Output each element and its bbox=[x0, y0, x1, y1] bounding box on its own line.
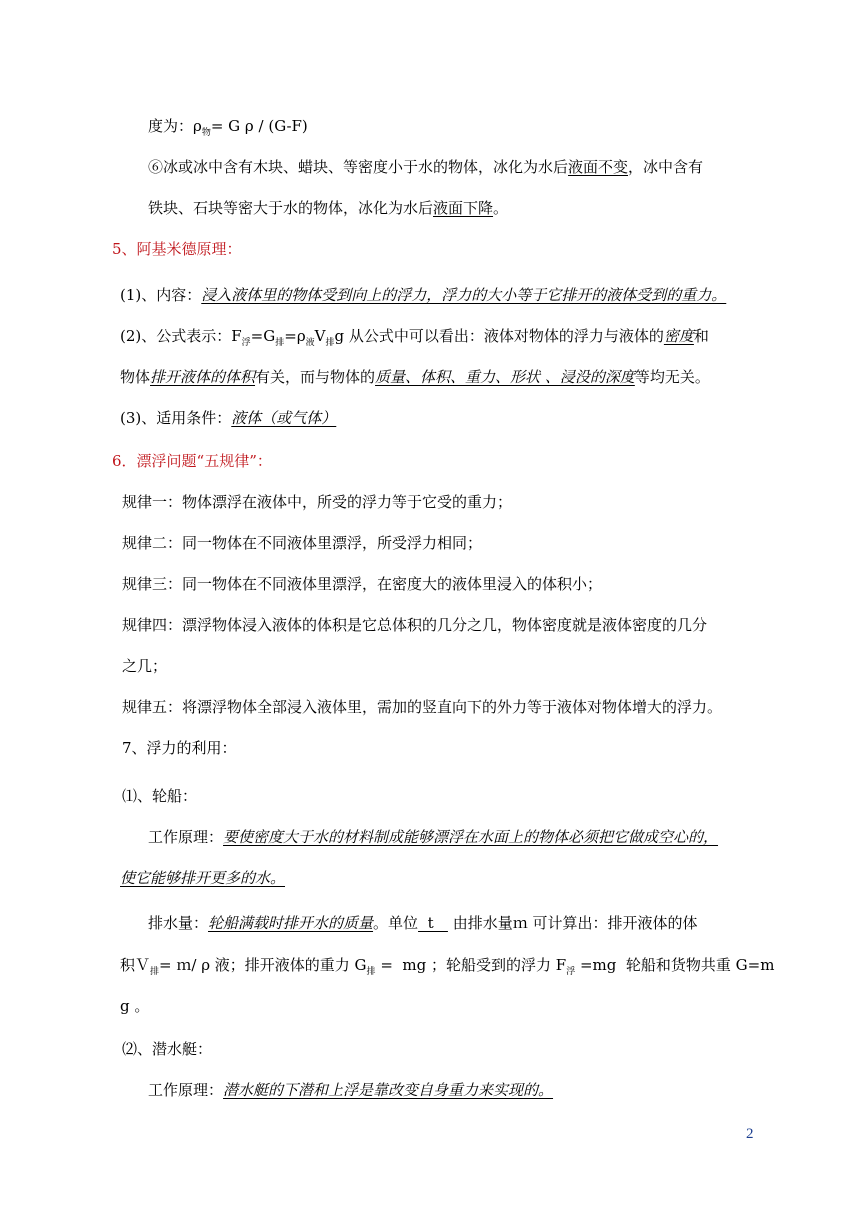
underlined-unit: t bbox=[418, 914, 448, 932]
text: (3)、适用条件： bbox=[120, 409, 232, 427]
text: 铁块、石块等密大于水的物体，冰化为水后 bbox=[148, 199, 434, 217]
rule-5: 规律五：将漂浮物体全部浸入液体里，需加的竖直向下的外力等于液体对物体增大的浮力。 bbox=[122, 698, 723, 716]
text: 工作原理： bbox=[148, 1081, 224, 1099]
text: 有关，而与物体的 bbox=[255, 368, 376, 386]
ship-principle bbox=[148, 827, 718, 847]
underlined-text: 质量、体积、重力、形状 、浸没的深度 bbox=[375, 368, 635, 386]
section-heading-floating-rules: 6．漂浮问题“五规律”： bbox=[112, 452, 272, 470]
page-number: 2 bbox=[746, 1126, 754, 1142]
density-formula-line bbox=[148, 116, 308, 139]
text: ⑥冰或冰中含有木块、蜡块、等密度小于水的物体，冰化为水后 bbox=[148, 158, 569, 176]
subscript: 浮 bbox=[241, 338, 251, 348]
text: g 从公式中可以看出：液体对物体的浮力与液体的 bbox=[334, 327, 664, 345]
archimedes-formula-cont bbox=[120, 367, 710, 387]
subscript: 液 bbox=[305, 338, 315, 348]
rule-1: 规律一：物体漂浮在液体中，所受的浮力等于它受的重力； bbox=[122, 493, 513, 511]
subheading-submarine: ⑵、潜水艇： bbox=[122, 1040, 213, 1058]
text: = ｍ/ ρ 液；排开液体的重力 G bbox=[159, 956, 367, 974]
displacement-line2 bbox=[120, 955, 774, 978]
rule-4-cont: 之几； bbox=[122, 657, 168, 675]
text: = G ρ / (G-F) bbox=[210, 117, 308, 135]
underlined-text: 要使密度大于水的材料制成能够漂浮在水面上的物体必须把它做成空心的， bbox=[223, 828, 719, 846]
text: 排水量： bbox=[148, 914, 209, 932]
text: 等均无关。 bbox=[634, 368, 710, 386]
text: =mg 轮船和货物共重 G=m bbox=[575, 956, 775, 974]
subscript: 排 bbox=[366, 967, 376, 977]
underlined-text: 液面不变 bbox=[568, 158, 629, 176]
underlined-text: 浸入液体里的物体受到向上的浮力，浮力的大小等于它排开的液体受到的重力。 bbox=[201, 286, 727, 304]
ice-paragraph-line1 bbox=[148, 157, 703, 177]
rule-2: 规律二：同一物体在不同液体里漂浮，所受浮力相同； bbox=[122, 534, 483, 552]
text: 积Ｖ bbox=[120, 956, 151, 974]
underlined-text: 轮船满载时排开水的质量 bbox=[208, 914, 374, 932]
text: 由排水量ｍ 可计算出：排开液体的体 bbox=[447, 914, 698, 932]
text: (1)、内容： bbox=[120, 286, 202, 304]
text: =G bbox=[250, 327, 276, 345]
text: = mg ；轮船受到的浮力 F bbox=[375, 956, 567, 974]
displacement-line1 bbox=[148, 913, 697, 933]
text: 和 bbox=[693, 327, 709, 345]
underlined-text: 使它能够排开更多的水。 bbox=[120, 869, 286, 887]
underlined-text: 液面下降 bbox=[433, 199, 494, 217]
rule-4: 规律四：漂浮物体浸入液体的体积是它总体积的几分之几，物体密度就是液体密度的几分 bbox=[122, 616, 708, 634]
ship-principle-cont bbox=[120, 868, 285, 888]
underlined-text: 液体（或气体） bbox=[231, 409, 337, 427]
text: 。 bbox=[493, 199, 509, 217]
subscript: 排 bbox=[150, 967, 160, 977]
subscript: 排 bbox=[275, 338, 285, 348]
section-heading-archimedes: 5、阿基米德原理： bbox=[112, 240, 242, 258]
text: (2)、公式表示：F bbox=[120, 327, 242, 345]
text: V bbox=[314, 327, 326, 345]
text: ，冰中含有 bbox=[628, 158, 704, 176]
text: =ρ bbox=[284, 327, 306, 345]
underlined-text: 潜水艇的下潜和上浮是靠改变自身重力来实现的。 bbox=[223, 1081, 554, 1099]
displacement-line3: g 。 bbox=[120, 997, 150, 1015]
archimedes-conditions bbox=[120, 408, 336, 428]
text: 。单位 bbox=[373, 914, 419, 932]
ice-paragraph-line2 bbox=[148, 198, 508, 218]
text: 物体 bbox=[120, 368, 151, 386]
subscript: 物 bbox=[201, 128, 211, 138]
section-heading-buoyancy-use: 7、浮力的利用： bbox=[122, 739, 237, 757]
rule-3: 规律三：同一物体在不同液体里漂浮，在密度大的液体里浸入的体积小； bbox=[122, 575, 603, 593]
text: 度为：ρ bbox=[148, 117, 202, 135]
underlined-text: 密度 bbox=[663, 327, 694, 345]
submarine-principle bbox=[148, 1080, 553, 1100]
archimedes-formula bbox=[120, 326, 709, 349]
underlined-text: 排开液体的体积 bbox=[150, 368, 256, 386]
subheading-ship: ⑴、轮船： bbox=[122, 787, 198, 805]
archimedes-content bbox=[120, 285, 726, 305]
text: 工作原理： bbox=[148, 828, 224, 846]
subscript: 浮 bbox=[566, 967, 576, 977]
subscript: 排 bbox=[325, 338, 335, 348]
